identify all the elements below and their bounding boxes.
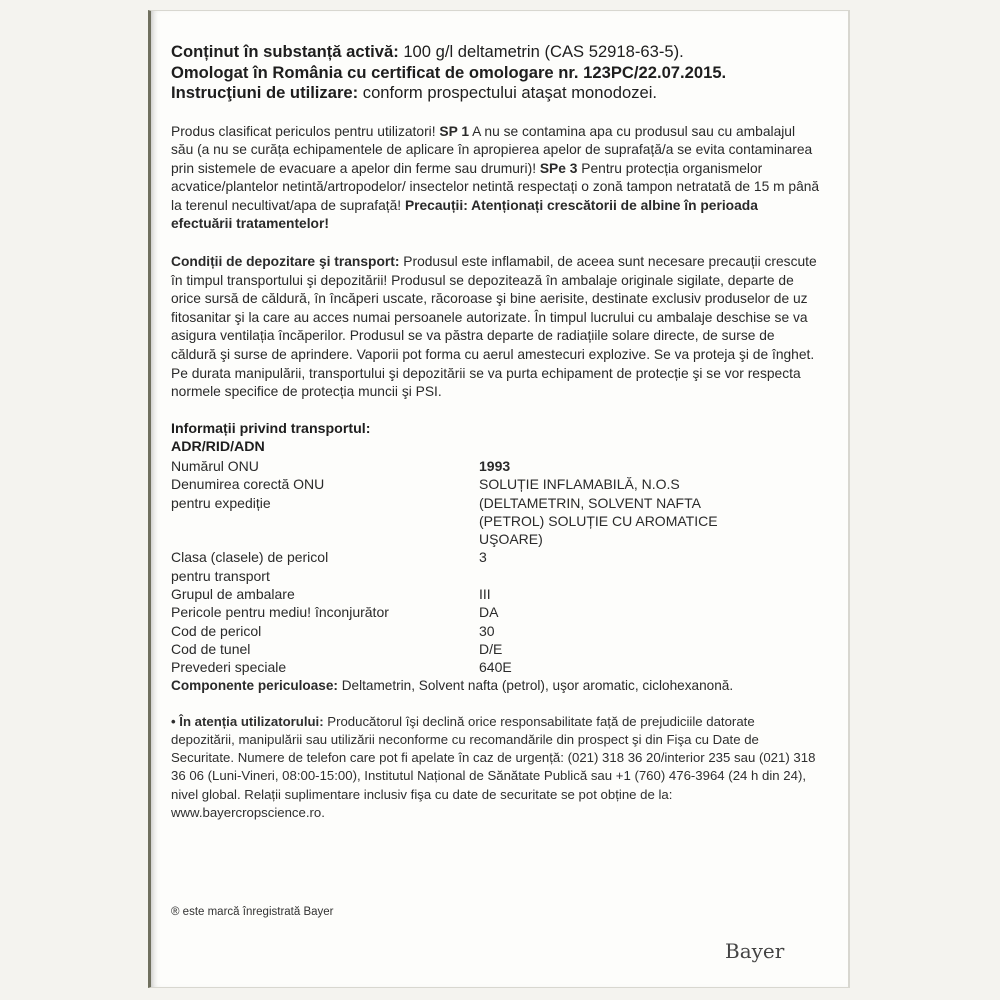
hazard-text-3: Pentru protecția organismelor acvatice/plantelor netintă/artropodelor/ insectelor netintă respectați o zonă tampon netratată de 15 m până la terenul necultivat/apa de suprafață!: [171, 160, 820, 213]
transport-key: Numărul ONU: [171, 458, 259, 474]
active-substance-line: [171, 42, 821, 63]
precautions-text: Precauții: Atenționați crescătorii de albine în perioada efectuării tratamentelor!: [171, 197, 758, 232]
instructions-text: conform prospectului ataşat monodozei.: [358, 83, 658, 102]
transport-key: Grupul de ambalare: [171, 586, 295, 603]
transport-row: [171, 658, 809, 676]
transport-key: Denumirea corectă ONU pentru expediție: [171, 476, 325, 511]
transport-row: [171, 585, 809, 603]
transport-value: D/E: [479, 640, 503, 657]
transport-row: [171, 622, 809, 640]
user-warning-paragraph: [171, 713, 821, 822]
registered-trademark-note: ® este marcă înregistrată Bayer: [171, 906, 334, 918]
hazard-paragraph: [171, 123, 821, 235]
components-text: Deltametrin, Solvent nafta (petrol), uşor aromatic, ciclohexanonă.: [337, 677, 734, 693]
storage-label: Condiții de depozitare şi transport:: [171, 254, 400, 270]
transport-key: Clasa (clasele) de pericol pentru transport: [171, 549, 329, 584]
transport-row: [171, 603, 809, 621]
transport-value: 640E: [479, 659, 512, 676]
transport-key: Cod de pericol: [171, 622, 262, 639]
transport-key: Cod de tunel: [171, 640, 251, 657]
hazard-text-2: A nu se contamina apa cu produsul sau cu ambalajul său (a nu se curăța echipamentele de aplicare în apropierea apelor de suprafață/a se evita contaminarea prin sistemele de evacuare a apelor din ferme sau drumuri)!: [171, 123, 813, 176]
transport-key: Pericole pentru mediu! înconjurător: [171, 604, 389, 621]
approval-line: [171, 63, 821, 84]
transport-row: [171, 640, 809, 658]
transport-key: Prevederi speciale: [171, 659, 287, 676]
warning-text: Producătorul îşi declină orice responsabilitate față de prejudiciile datorate depozitării, manipulării sau utilizării neconforme cu recomandările din prospect şi din Fişa cu Date de Securitate. Numere de telefon care pot fi apelate în caz de urgență: (021) 318 36 20/interior 235 sau (021) 318 36 06 (Luni-Vineri, 08:00-15:00), Institutul Național de Sănătate Publică sau +1 (760) 476-3964 (24 h din 24), nivel global. Relații suplimentare inclusiv fişa cu date de securitate se pot obține de la:: [171, 713, 816, 802]
transport-row: [171, 457, 809, 475]
header-block: [171, 42, 821, 104]
transport-value: 30: [479, 622, 495, 639]
transport-row: [171, 475, 809, 548]
transport-value: III: [479, 586, 491, 603]
sp1-code: SP 1: [439, 123, 470, 139]
components-label: Componente periculoase:: [171, 677, 338, 693]
instructions-line: [171, 83, 821, 104]
transport-title: Informații privind transportul:: [171, 420, 371, 437]
instructions-label: Instrucţiuni de utilizare:: [171, 83, 359, 102]
storage-text: Produsul este inflamabil, de aceea sunt necesare precauții crescute în timpul transportului şi depozitării! Produsul se depozitează în ambalaje originale sigilate, departe de orice sursă de căldură, în încăperi uscate, răcoroase şi bine aerisite, destinate exclusiv produselor de uz fitosanitar şi la care au acces numai persoanele autorizate. În timpul lucrului cu ambalaje deschise se va asigura ventilația încăperilor. Produsul se va păstra departe de radiațiile solare directe, de surse de căldură şi surse de aprindere. Vaporii pot forma cu aerul amestecuri explozive. Se va proteja şi de înghet. Pe durata manipulării, transportului şi depozitării se va purta echipament de protecție şi se vor respecta normele specifice de protecția muncii şi PSI.: [171, 254, 817, 400]
approval-text: Omologat în România cu certificat de omologare nr. 123PC/22.07.2015.: [171, 62, 727, 82]
transport-value: SOLUȚIE INFLAMABILĂ, N.O.S (DELTAMETRIN, SOLVENT NAFTA (PETROL) SOLUȚIE CU AROMATICE UŞOARE): [479, 476, 718, 548]
transport-value: 3: [479, 549, 487, 566]
transport-value: DA: [479, 604, 499, 621]
bayer-logo-text: Bayer: [725, 939, 785, 963]
website-link[interactable]: www.bayercropscience.ro: [171, 804, 322, 820]
link-period: .: [321, 804, 325, 820]
active-substance-text: 100 g/l deltametrin (CAS 52918-63-5).: [398, 42, 684, 61]
storage-paragraph: [171, 253, 821, 402]
transport-row: [171, 548, 809, 585]
label-content: [171, 42, 821, 822]
spe3-code: SPe 3: [539, 160, 578, 176]
active-substance-label: Conținut în substanță activă:: [171, 42, 399, 61]
transport-value: 1993: [479, 458, 511, 474]
components-paragraph: [171, 677, 821, 695]
warning-label: • În atenția utilizatorului:: [171, 713, 324, 729]
transport-subtitle: ADR/RID/ADN: [171, 439, 265, 456]
hazard-text-1: Produs clasificat periculos pentru utilizatori!: [171, 123, 440, 139]
transport-table: [171, 457, 809, 677]
